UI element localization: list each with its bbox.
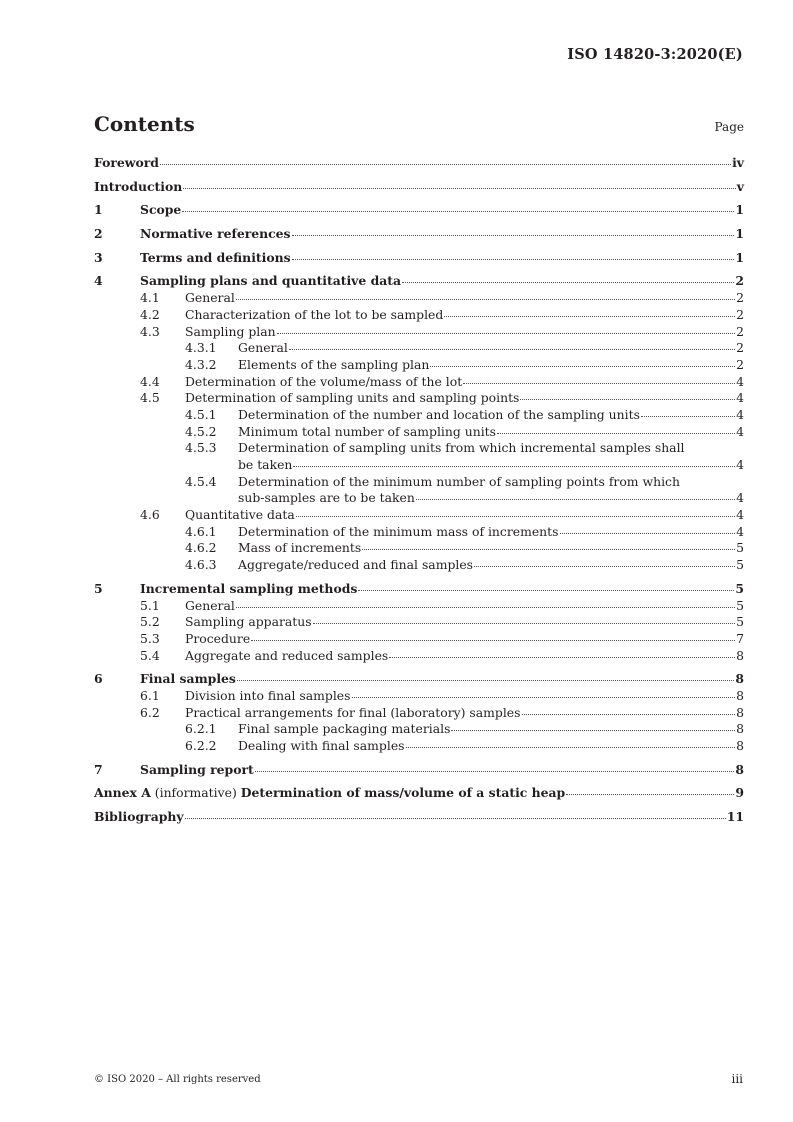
dot-leader xyxy=(292,259,735,260)
toc-entry[interactable] xyxy=(94,557,744,574)
toc-entry[interactable] xyxy=(94,290,744,307)
toc-entry-page: 8 xyxy=(735,761,744,777)
dot-leader xyxy=(289,349,735,350)
dot-leader xyxy=(296,516,735,517)
toc-entry-page: 4 xyxy=(736,523,744,539)
toc-entry-page: 1 xyxy=(735,226,744,242)
dot-leader xyxy=(352,697,736,698)
toc-entry-page: 8 xyxy=(736,647,744,663)
toc-entry[interactable] xyxy=(94,705,744,722)
toc-entry-title: Bibliography xyxy=(94,809,184,825)
toc-entry[interactable] xyxy=(94,155,744,172)
toc-entry-title: be taken xyxy=(238,457,293,472)
toc-entry-page: 2 xyxy=(736,290,744,306)
toc-entry-page: 4 xyxy=(736,507,744,523)
dot-leader xyxy=(182,211,734,212)
toc-entry-page: 8 xyxy=(736,721,744,737)
dot-leader xyxy=(313,623,736,624)
toc-entry-number: 4.2 xyxy=(140,306,160,322)
toc-entry-number: 4.3 xyxy=(140,323,160,339)
dot-leader xyxy=(474,566,735,567)
toc-entry[interactable] xyxy=(94,273,744,290)
dot-leader xyxy=(358,590,734,591)
toc-entry-number: 4.5 xyxy=(140,390,160,406)
dot-leader xyxy=(641,416,735,417)
annex-type: (informative) xyxy=(150,785,241,801)
dot-leader xyxy=(497,433,735,434)
annex-label: Annex A xyxy=(94,785,151,801)
toc-entry[interactable] xyxy=(94,721,744,738)
toc-entry-title: Characterization of the lot to be sampled xyxy=(185,306,444,322)
toc-entry-title: Scope xyxy=(140,202,182,218)
toc-entry[interactable] xyxy=(94,440,744,457)
toc-entry-page: 7 xyxy=(736,630,744,646)
document-id: ISO 14820-3:2020(E) xyxy=(567,46,743,63)
toc-entry-title: Incremental sampling methods xyxy=(140,580,358,596)
toc-entry-title: Elements of the sampling plan xyxy=(238,356,430,372)
toc-entry-title: Quantitative data xyxy=(185,507,295,523)
toc-entry[interactable] xyxy=(94,474,744,491)
toc-entry-page: v xyxy=(736,178,744,194)
toc-entry-title: Aggregate and reduced samples xyxy=(185,647,389,663)
dot-leader xyxy=(451,730,735,731)
toc-spacer xyxy=(94,574,744,581)
toc-entry-page: 1 xyxy=(735,249,744,265)
toc-entry-title: Sampling apparatus xyxy=(185,614,312,630)
toc-entry-title: General xyxy=(238,340,288,356)
toc-entry[interactable] xyxy=(94,179,744,196)
dot-leader xyxy=(237,680,734,681)
toc-entry-title xyxy=(94,785,565,802)
toc-spacer xyxy=(94,195,744,202)
contents-title-row xyxy=(94,112,744,138)
toc-entry-title: Determination of the minimum mass of increments xyxy=(238,523,559,539)
dot-leader xyxy=(362,549,735,550)
toc-entry-page: 4 xyxy=(736,373,744,389)
copyright-notice: © ISO 2020 – All rights reserved xyxy=(94,1074,261,1085)
dot-leader xyxy=(406,747,736,748)
toc-entry-title: sub-samples are to be taken xyxy=(238,490,415,506)
toc-entry-title: Sampling report xyxy=(140,761,254,777)
toc-entry[interactable] xyxy=(94,407,744,424)
page-title: Contents xyxy=(94,112,195,136)
toc-entry-number: 6.1 xyxy=(140,687,160,703)
toc-spacer xyxy=(94,778,744,785)
toc-entry[interactable] xyxy=(94,688,744,705)
toc-entry[interactable] xyxy=(94,671,744,688)
toc-entry-number: 4.5.4 xyxy=(185,473,217,489)
toc-entry-number: 4.1 xyxy=(140,290,160,306)
toc-entry-page: 9 xyxy=(735,785,744,801)
dot-leader xyxy=(402,282,734,283)
dot-leader xyxy=(292,235,735,236)
dot-leader xyxy=(255,771,735,772)
toc-entry-number: 5.2 xyxy=(140,614,160,630)
dot-leader xyxy=(236,607,735,608)
dot-leader xyxy=(236,299,735,300)
toc-entry[interactable] xyxy=(94,490,744,507)
toc-entry-page: 11 xyxy=(726,809,744,825)
dot-leader xyxy=(416,499,735,500)
dot-leader xyxy=(183,188,736,189)
toc-entry-number: 4.3.2 xyxy=(185,356,217,372)
toc-entry-number: 4.6.3 xyxy=(185,557,217,573)
toc-entry-page: 4 xyxy=(736,457,744,472)
toc-entry[interactable] xyxy=(94,540,744,557)
toc-entry-page: 2 xyxy=(736,356,744,372)
page-column-label: Page xyxy=(714,120,744,134)
toc-entry-title: General xyxy=(185,290,235,306)
toc-entry-page: 4 xyxy=(736,423,744,439)
toc-entry-page: 8 xyxy=(736,687,744,703)
toc-entry[interactable] xyxy=(94,340,744,357)
toc-entry[interactable] xyxy=(94,581,744,598)
toc-spacer xyxy=(94,172,744,179)
toc-entry-number: 6 xyxy=(94,671,103,687)
toc-entry-number: 5.3 xyxy=(140,630,160,646)
toc-entry-title: Introduction xyxy=(94,178,183,194)
toc-entry-page: 5 xyxy=(736,540,744,556)
toc-entry-number: 6.2 xyxy=(140,704,160,720)
toc-entry-number: 5 xyxy=(94,580,103,596)
toc-entry[interactable] xyxy=(94,202,744,219)
toc-entry-page: 8 xyxy=(735,671,744,687)
toc-entry-number: 4.5.1 xyxy=(185,406,217,422)
toc-entry-title: Final samples xyxy=(140,671,236,687)
toc-entry-number: 7 xyxy=(94,761,103,777)
toc-entry-number: 6.2.1 xyxy=(185,721,217,737)
dot-leader xyxy=(522,714,736,715)
toc-entry-title: Determination of sampling units and sampling points xyxy=(185,390,520,406)
toc-entry[interactable] xyxy=(94,457,744,474)
toc-entry[interactable] xyxy=(94,390,744,407)
toc-entry-title: Mass of increments xyxy=(238,540,362,556)
toc-entry[interactable] xyxy=(94,226,744,243)
toc-spacer xyxy=(94,243,744,250)
dot-leader xyxy=(430,366,735,367)
toc-entry[interactable] xyxy=(94,250,744,267)
toc-entry-number: 2 xyxy=(94,226,103,242)
toc-entry-title: Determination of the minimum number of sampling points from which xyxy=(238,473,680,489)
toc-spacer xyxy=(94,266,744,273)
toc-entry-title: Determination of the number and location of the sampling units xyxy=(238,406,640,422)
dot-leader xyxy=(185,818,726,819)
toc-entry-page: 8 xyxy=(736,704,744,720)
dot-leader xyxy=(277,333,736,334)
toc-entry-title: Procedure xyxy=(185,630,251,646)
toc-entry-number: 5.4 xyxy=(140,647,160,663)
toc-entry-title: Determination of the volume/mass of the lot xyxy=(185,373,463,389)
toc-entry[interactable] xyxy=(94,507,744,524)
dot-leader xyxy=(566,794,734,795)
toc-entry-number: 4.5.2 xyxy=(185,423,217,439)
toc-spacer xyxy=(94,755,744,762)
toc-entry-page: 5 xyxy=(736,597,744,613)
toc-spacer xyxy=(94,664,744,671)
toc-entry-number: 1 xyxy=(94,202,103,218)
toc-entry-number: 4.6.1 xyxy=(185,523,217,539)
toc-entry-number: 3 xyxy=(94,249,103,265)
toc-entry[interactable] xyxy=(94,357,744,374)
toc-entry[interactable] xyxy=(94,762,744,779)
toc-entry[interactable] xyxy=(94,374,744,391)
toc-entry-title: General xyxy=(185,597,235,613)
toc-entry-page: iv xyxy=(732,155,744,170)
toc-entry-title: Sampling plans and quantitative data xyxy=(140,273,402,289)
toc-entry[interactable] xyxy=(94,631,744,648)
toc-entry-page: 2 xyxy=(736,323,744,339)
toc-entry[interactable] xyxy=(94,648,744,665)
toc-entry-number: 4.6.2 xyxy=(185,540,217,556)
toc-entry[interactable] xyxy=(94,614,744,631)
toc-entry-page: 4 xyxy=(736,390,744,406)
toc-entry-title: Final sample packaging materials xyxy=(238,721,451,737)
dot-leader xyxy=(560,533,736,534)
toc-entry[interactable] xyxy=(94,598,744,615)
toc-entry[interactable] xyxy=(94,738,744,755)
toc-entry[interactable] xyxy=(94,785,744,802)
toc-entry-page: 4 xyxy=(736,406,744,422)
dot-leader xyxy=(293,466,735,467)
toc-entry-title: Dealing with final samples xyxy=(238,738,405,753)
toc-entry-title: Foreword xyxy=(94,155,159,170)
toc-entry-page: 8 xyxy=(736,738,744,753)
dot-leader xyxy=(160,164,731,165)
toc-entry-page: 5 xyxy=(736,557,744,573)
toc-spacer xyxy=(94,802,744,809)
toc-entry[interactable] xyxy=(94,307,744,324)
toc-entry-title: Normative references xyxy=(140,226,291,242)
toc-entry-page: 2 xyxy=(735,273,744,289)
dot-leader xyxy=(444,316,735,317)
dot-leader xyxy=(251,640,735,641)
toc-entry-title: Determination of sampling units from which incremental samples shall xyxy=(238,440,685,456)
toc-spacer xyxy=(94,219,744,226)
table-of-contents xyxy=(94,155,744,826)
toc-entry-number: 4.5.3 xyxy=(185,440,217,456)
toc-entry-title: Terms and definitions xyxy=(140,249,291,265)
toc-entry[interactable] xyxy=(94,809,744,826)
toc-entry-number: 4.4 xyxy=(140,373,160,389)
toc-entry[interactable] xyxy=(94,424,744,441)
toc-entry-title: Practical arrangements for final (laboratory) samples xyxy=(185,704,521,720)
page-number: iii xyxy=(731,1072,743,1086)
toc-entry-number: 4 xyxy=(94,273,103,289)
toc-entry-page: 5 xyxy=(736,614,744,630)
toc-entry-page: 2 xyxy=(736,306,744,322)
dot-leader xyxy=(463,383,735,384)
toc-entry-page: 1 xyxy=(735,202,744,218)
dot-leader xyxy=(520,399,735,400)
toc-entry-number: 6.2.2 xyxy=(185,738,217,753)
toc-entry-title: Aggregate/reduced and final samples xyxy=(238,557,474,573)
toc-entry-number: 4.3.1 xyxy=(185,340,217,356)
dot-leader xyxy=(389,657,735,658)
toc-entry[interactable] xyxy=(94,324,744,341)
toc-entry-page: 4 xyxy=(736,490,744,506)
toc-entry-page: 2 xyxy=(736,340,744,356)
toc-entry[interactable] xyxy=(94,524,744,541)
toc-entry-page: 5 xyxy=(735,580,744,596)
annex-title: Determination of mass/volume of a static heap xyxy=(240,785,566,801)
toc-entry-title: Minimum total number of sampling units xyxy=(238,423,497,439)
toc-entry-title: Sampling plan xyxy=(185,323,276,339)
toc-entry-number: 5.1 xyxy=(140,597,160,613)
toc-entry-title: Division into final samples xyxy=(185,687,351,703)
toc-entry-number: 4.6 xyxy=(140,507,160,523)
